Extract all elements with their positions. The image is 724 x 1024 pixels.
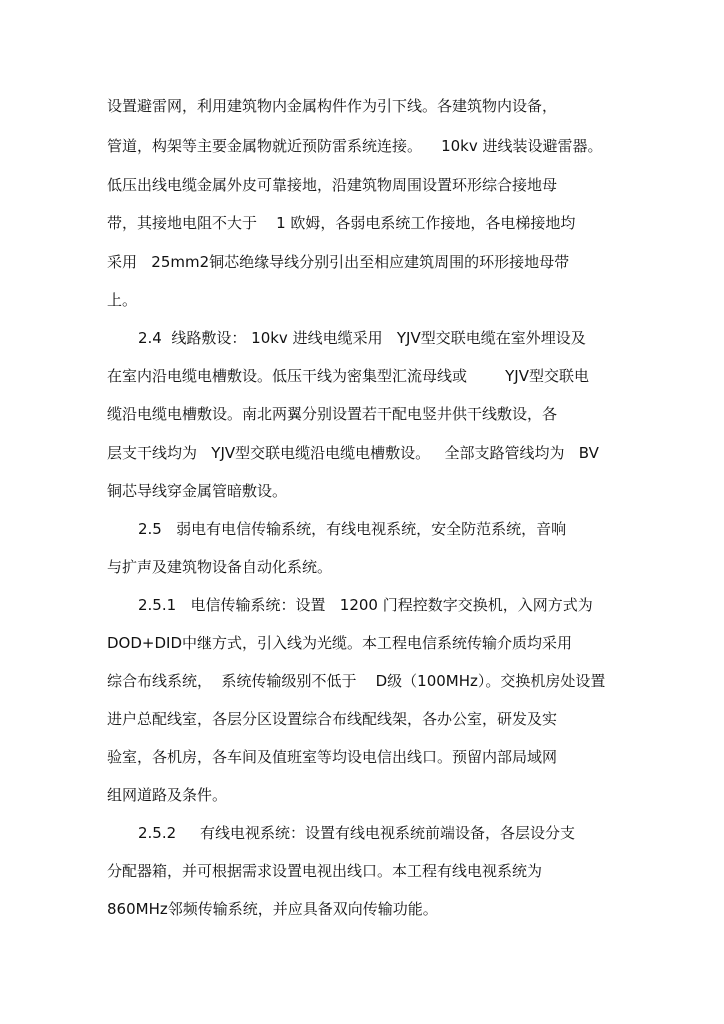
text-line: 铜芯导线穿金属管暗敷设。 xyxy=(107,482,288,500)
text-line: 上。 xyxy=(107,291,138,309)
text-line: 层支干线均为 YJV型交联电缆沿电缆电槽敷设。 全部支路管线均为 BV xyxy=(107,444,599,462)
text-line: 分配器箱，并可根据需求设置电视出线口。本工程有线电视系统为 xyxy=(107,862,543,880)
text-line: 在室内沿电缆电槽敷设。低压干线为密集型汇流母线或 YJV型交联电 xyxy=(107,367,589,385)
section-2-5-1-heading-line: 2.5.1 电信传输系统：设置 1200 门程控数字交换机，入网方式为 xyxy=(138,596,593,614)
text-line: 860MHz邻频传输系统，并应具备双向传输功能。 xyxy=(107,900,438,918)
text-line: 设置避雷网，利用建筑物内金属构件作为引下线。各建筑物内设备， xyxy=(107,97,558,115)
section-2-5-heading-line: 2.5 弱电有电信传输系统，有线电视系统，安全防范系统，音响 xyxy=(138,520,567,538)
text-line: 组网道路及条件。 xyxy=(107,786,228,804)
text-line: DOD+DID中继方式，引入线为光缆。本工程电信系统传输介质均采用 xyxy=(107,634,573,652)
section-2-4-heading-line: 2.4 线路敷设： 10kv 进线电缆采用 YJV型交联电缆在室外埋设及 xyxy=(138,329,586,347)
text-line: 管道，构架等主要金属物就近预防雷系统连接。 10kv 进线装设避雷器。 xyxy=(107,137,603,155)
text-line: 综合布线系统， 系统传输级别不低于 D级（100MHz）。交换机房处设置 xyxy=(107,672,606,690)
section-2-5-2-heading-line: 2.5.2 有线电视系统：设置有线电视系统前端设备，各层设分支 xyxy=(138,824,576,842)
text-line: 低压出线电缆金属外皮可靠接地，沿建筑物周围设置环形综合接地母 xyxy=(107,176,558,194)
text-line: 带，其接地电阻不大于 1 欧姆，各弱电系统工作接地，各电梯接地均 xyxy=(107,214,576,232)
text-line: 进户总配线室，各层分区设置综合布线配线架，各办公室，研发及实 xyxy=(107,710,558,728)
text-line: 缆沿电缆电槽敷设。南北两翼分别设置若干配电竖井供干线敷设，各 xyxy=(107,405,558,423)
text-line: 采用 25mm2铜芯绝缘导线分别引出至相应建筑周围的环形接地母带 xyxy=(107,253,570,271)
text-line: 验室，各机房，各车间及值班室等均设电信出线口。预留内部局域网 xyxy=(107,748,558,766)
text-line: 与扩声及建筑物设备自动化系统。 xyxy=(107,558,333,576)
